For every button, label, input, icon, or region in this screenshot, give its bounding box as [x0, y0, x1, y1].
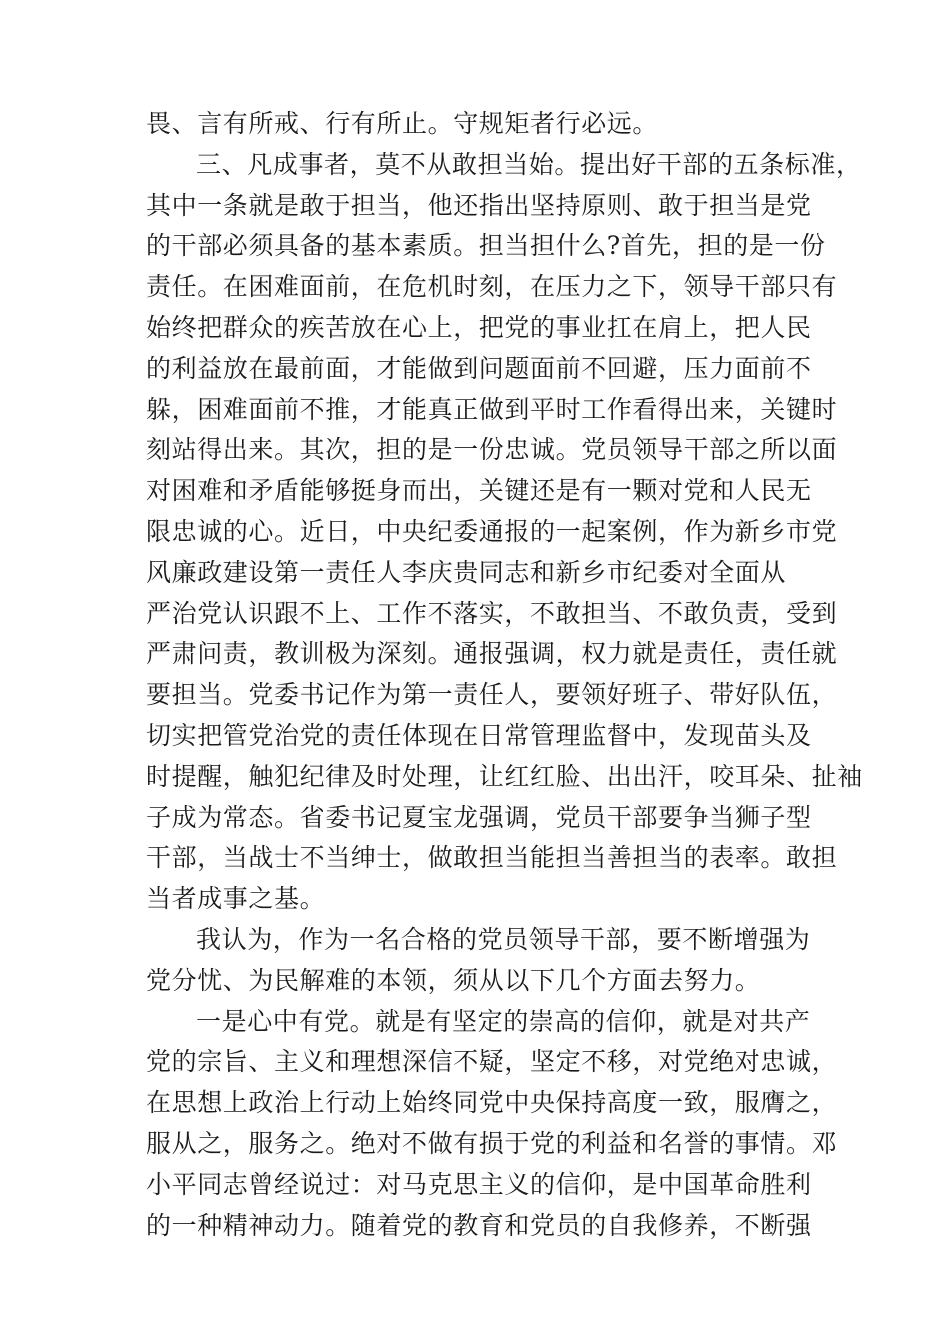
text-line: 刻站得出来。其次，担的是一份忠诚。党员领导干部之所以面 — [146, 435, 838, 465]
text-line: 躲，困难面前不推，才能真正做到平时工作看得出来，关键时 — [146, 394, 838, 424]
text-line: 在思想上政治上行动上始终同党中央保持高度一致，服膺之， — [146, 1088, 838, 1118]
text-line: 对困难和矛盾能够挺身而出，关键还是有一颗对党和人民无 — [146, 476, 812, 506]
text-line: 畏、言有所戒、行有所止。守规矩者行必远。 — [146, 109, 659, 138]
text-line: 我认为，作为一名合格的党员领导干部，要不断增强为 — [196, 924, 811, 954]
text-line: 的一种精神动力。随着党的教育和党员的自我修养，不断强 — [146, 1210, 812, 1240]
text-line: 三、凡成事者，莫不从敢担当始。提出好干部的五条标准， — [196, 149, 862, 179]
text-line: 限忠诚的心。近日，中央纪委通报的一起案例，作为新乡市党 — [146, 516, 838, 546]
text-line: 切实把管党治党的责任体现在日常管理监督中，发现苗头及 — [146, 720, 812, 750]
text-line: 服从之，服务之。绝对不做有损于党的利益和名誉的事情。邓 — [146, 1128, 838, 1158]
text-line: 严肃问责，教训极为深刻。通报强调，权力就是责任，责任就 — [146, 639, 838, 669]
text-line: 一是心中有党。就是有坚定的崇高的信仰，就是对共产 — [196, 1006, 811, 1036]
text-line: 的利益放在最前面，才能做到问题面前不回避，压力面前不 — [146, 353, 812, 383]
text-line: 干部，当战士不当绅士，做敢担当能担当善担当的表率。敢担 — [146, 843, 838, 873]
text-line: 严治党认识跟不上、工作不落实，不敢担当、不敢负责，受到 — [146, 598, 838, 628]
text-line: 当者成事之基。 — [146, 884, 326, 914]
text-line: 的干部必须具备的基本素质。担当担什么?首先，担的是一份 — [146, 231, 826, 261]
text-line: 时提醒，触犯纪律及时处理，让红红脸、出出汗，咬耳朵、扯袖 — [146, 761, 863, 791]
text-line: 要担当。党委书记作为第一责任人，要领好班子、带好队伍， — [146, 680, 838, 710]
text-line: 始终把群众的疾苦放在心上，把党的事业扛在肩上，把人民 — [146, 312, 812, 342]
text-line: 风廉政建设第一责任人李庆贵同志和新乡市纪委对全面从 — [146, 557, 787, 587]
document-body — [146, 104, 863, 1246]
text-line: 责任。在困难面前，在危机时刻，在压力之下，领导干部只有 — [146, 272, 838, 302]
text-line: 党分忧、为民解难的本领，须从以下几个方面去努力。 — [146, 965, 761, 995]
text-line: 小平同志曾经说过：对马克思主义的信仰，是中国革命胜利 — [146, 1169, 812, 1199]
text-line: 党的宗旨、主义和理想深信不疑，坚定不移，对党绝对忠诚， — [146, 1047, 838, 1077]
text-line: 子成为常态。省委书记夏宝龙强调，党员干部要争当狮子型 — [146, 802, 812, 832]
text-line: 其中一条就是敢于担当，他还指出坚持原则、敢于担当是党 — [146, 190, 812, 220]
